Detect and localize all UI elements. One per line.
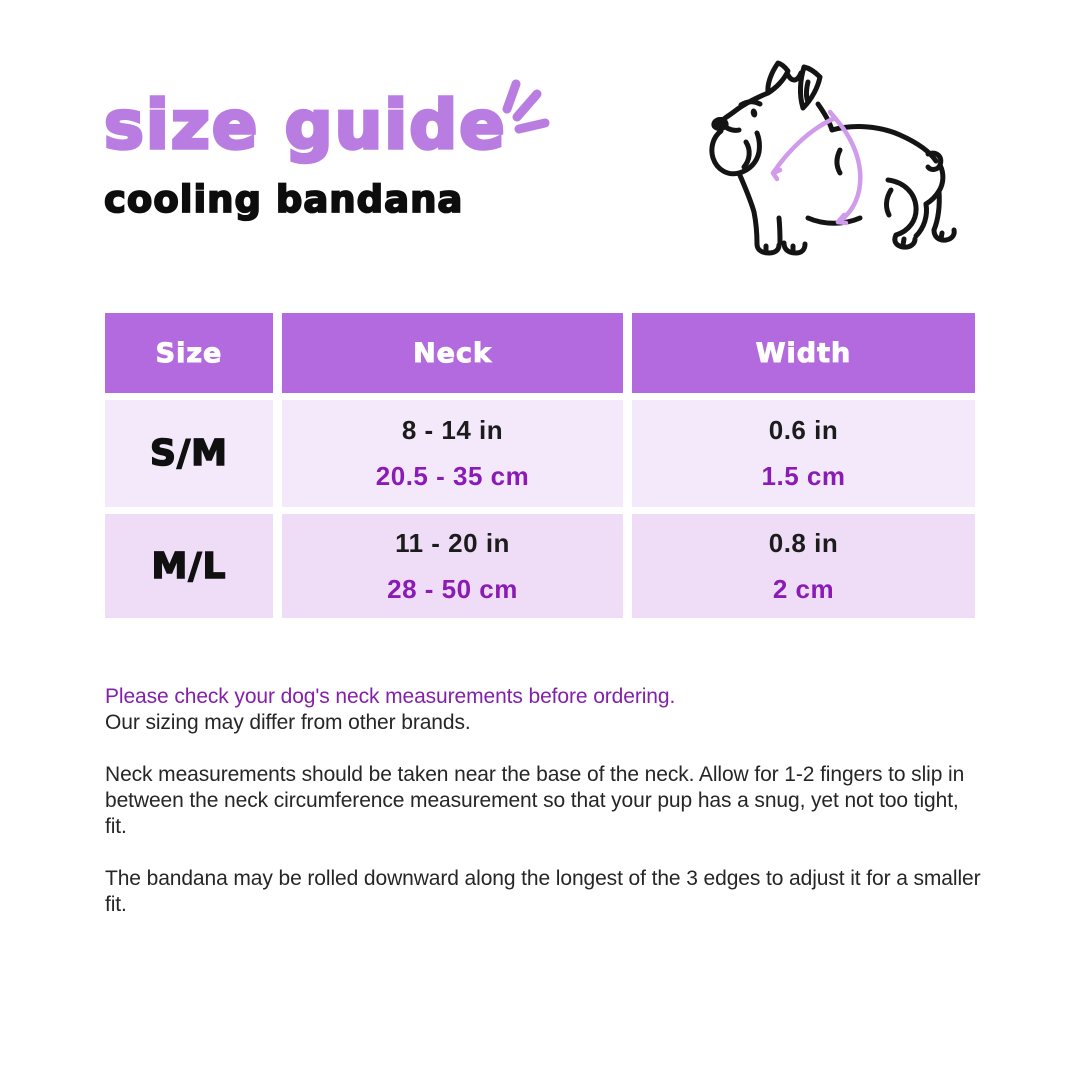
dog-nose [712, 118, 727, 130]
table-header-width: Width [632, 313, 975, 393]
width-inches-value: 0.6 in [768, 415, 839, 445]
neck-cm-value: 28 - 50 cm [387, 573, 518, 604]
table-row-ml-width [632, 514, 975, 618]
page-subtitle: cooling bandana [104, 178, 464, 221]
note-sub: Our sizing may differ from other brands. [105, 711, 471, 734]
note-adjustment-tip: The bandana may be rolled downward along the longest of the 3 edges to adjust it for a smaller fit. [105, 867, 981, 916]
note-highlight: Please check your dog's neck measurements before ordering. [105, 685, 676, 708]
table-row-sm-neck [282, 400, 623, 507]
french-bulldog-illustration-icon [688, 46, 978, 281]
table-header-size: Size [105, 313, 273, 393]
title-block [104, 86, 507, 221]
size-table [105, 313, 975, 618]
table-row-sm-width [632, 400, 975, 507]
neck-inches-value: 11 - 20 in [395, 527, 510, 558]
notes-section [105, 684, 983, 918]
table-row-sm-size: S/M [105, 400, 273, 507]
table-header-neck: Neck [282, 313, 623, 393]
sparkle-dashes-icon [492, 76, 562, 138]
table-row-ml-neck [282, 514, 623, 618]
table-row-ml-size: M/L [105, 514, 273, 618]
page-title: size guide [104, 86, 507, 164]
note-measuring-instructions: Neck measurements should be taken near the base of the neck. Allow for 1-2 fingers to slip in between the neck circumference measurement so that your pup has a snug, yet not too tight, fit. [105, 763, 965, 838]
neck-inches-value: 8 - 14 in [401, 415, 504, 445]
dog-eye [750, 108, 758, 118]
neck-cm-value: 20.5 - 35 cm [375, 461, 530, 491]
width-inches-value: 0.8 in [768, 527, 839, 558]
width-cm-value: 2 cm [772, 573, 835, 604]
width-cm-value: 1.5 cm [761, 461, 846, 491]
